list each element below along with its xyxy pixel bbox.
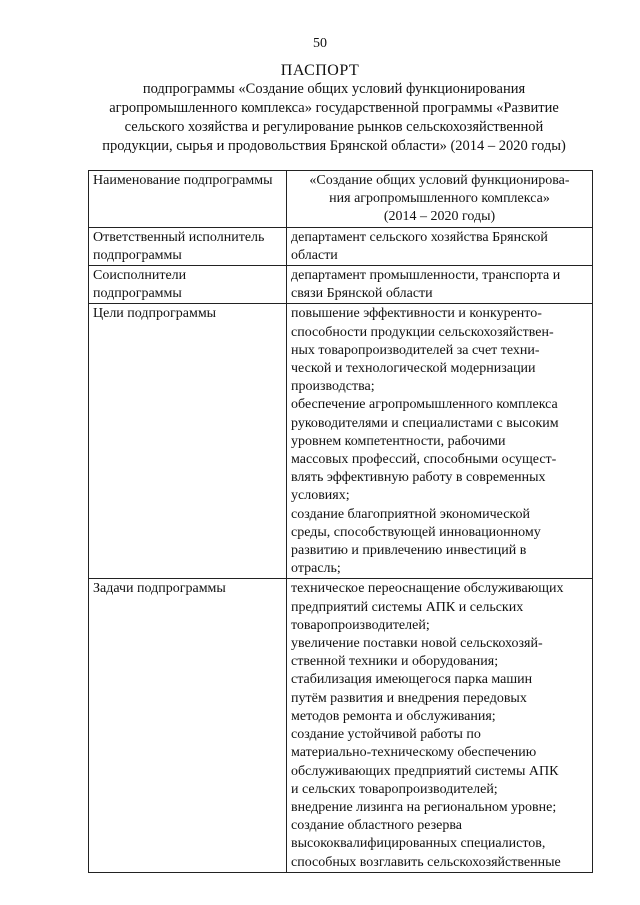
row-value-line: уровнем компетентности, рабочими — [291, 433, 506, 449]
row-value-line: техническое переоснащение обслуживающих — [291, 581, 564, 597]
table-row — [89, 304, 593, 579]
row-value-line: (2014 – 2020 годы) — [383, 209, 496, 225]
row-value-line: обслуживающих предприятий системы АПК — [291, 763, 559, 779]
row-value-cell — [287, 227, 593, 265]
row-label-line: Задачи подпрограммы — [93, 581, 226, 597]
passport-table-body — [89, 171, 593, 873]
row-label-line: Ответственный исполнитель — [93, 229, 265, 245]
row-value-line: путём развития и внедрения передовых — [291, 690, 527, 706]
row-label-line: подпрограммы — [93, 286, 182, 302]
table-row — [89, 227, 593, 265]
row-value-line: увеличение поставки новой сельскохозяй- — [291, 636, 543, 652]
row-label-line: Соисполнители — [93, 268, 187, 284]
row-label-line: Цели подпрограммы — [93, 306, 217, 322]
row-value-line: связи Брянской области — [291, 286, 433, 302]
row-label-line: Наименование подпрограммы — [93, 173, 273, 188]
row-label-cell — [89, 579, 287, 872]
row-value-line: повышение эффективности и конкуренто- — [291, 306, 542, 322]
row-label-cell — [89, 171, 287, 228]
row-value-line: создание благоприятной экономической — [291, 506, 530, 522]
subtitle-line: сельского хозяйства и регулирование рынков сельскохозяйственной — [124, 119, 544, 135]
row-value-line: департамент сельского хозяйства Брянской — [291, 229, 548, 245]
row-value-line: высококвалифицированных специалистов, — [291, 836, 546, 852]
row-value-line: области — [291, 247, 338, 263]
row-value-line: внедрение лизинга на региональном уровне; — [291, 799, 557, 815]
table-row — [89, 579, 593, 872]
row-value-line: стабилизация имеющегося парка машин — [291, 672, 533, 688]
row-value-line: ния агропромышленного комплекса» — [329, 191, 550, 207]
document-title: ПАСПОРТ — [280, 62, 360, 79]
subtitle-line: подпрограммы «Создание общих условий функционирования — [142, 81, 526, 97]
row-value-line: массовых профессий, способными осущест- — [291, 452, 557, 468]
row-label-cell — [89, 304, 287, 579]
table-row — [89, 266, 593, 304]
row-value-cell — [287, 266, 593, 304]
row-label-cell — [89, 227, 287, 265]
row-value-cell — [287, 579, 593, 872]
row-value-line: предприятий системы АПК и сельских — [291, 599, 524, 615]
row-value-line: создание устойчивой работы по — [291, 727, 481, 743]
row-value-cell — [287, 304, 593, 579]
document-subtitle — [70, 80, 598, 156]
row-value-line: ных товаропроизводителей за счет техни- — [291, 342, 540, 358]
passport-table — [88, 170, 593, 873]
row-value-line: развитию и привлечению инвестиций в — [291, 543, 527, 559]
row-value-line: среды, способствующей инновационному — [291, 524, 541, 540]
row-value-line: «Создание общих условий функционирова- — [309, 173, 570, 188]
row-value-line: товаропроизводителей; — [291, 617, 430, 633]
table-row — [89, 171, 593, 228]
row-label-line: подпрограммы — [93, 247, 182, 263]
row-value-line: и сельских товаропроизводителей; — [291, 781, 498, 797]
page-number: 50 — [313, 36, 327, 51]
row-value-line: ческой и технологической модернизации — [291, 361, 536, 377]
row-value-line: условиях; — [291, 488, 350, 504]
row-value-line: влять эффективную работу в современных — [291, 470, 546, 486]
subtitle-line: агропромышленного комплекса» государственной программы «Развитие — [109, 100, 559, 116]
row-value-line: создание областного резерва — [291, 818, 462, 834]
row-value-line: департамент промышленности, транспорта и — [291, 268, 561, 284]
subtitle-line: продукции, сырья и продовольствия Брянской области» (2014 – 2020 годы) — [102, 138, 566, 154]
row-value-line: материально-техническому обеспечению — [291, 745, 537, 761]
row-value-line: методов ремонта и обслуживания; — [291, 708, 496, 724]
row-value-line: ственной техники и оборудования; — [291, 654, 499, 670]
row-value-line: способности продукции сельскохозяйствен- — [291, 324, 554, 340]
row-label-cell — [89, 266, 287, 304]
row-value-line: обеспечение агропромышленного комплекса — [291, 397, 558, 413]
row-value-line: отрасль; — [291, 561, 341, 577]
row-value-line: руководителями и специалистами с высоким — [291, 415, 559, 431]
row-value-line: способных возглавить сельскохозяйственные — [291, 854, 561, 870]
row-value-line: производства; — [291, 379, 375, 395]
row-value-cell — [287, 171, 593, 228]
